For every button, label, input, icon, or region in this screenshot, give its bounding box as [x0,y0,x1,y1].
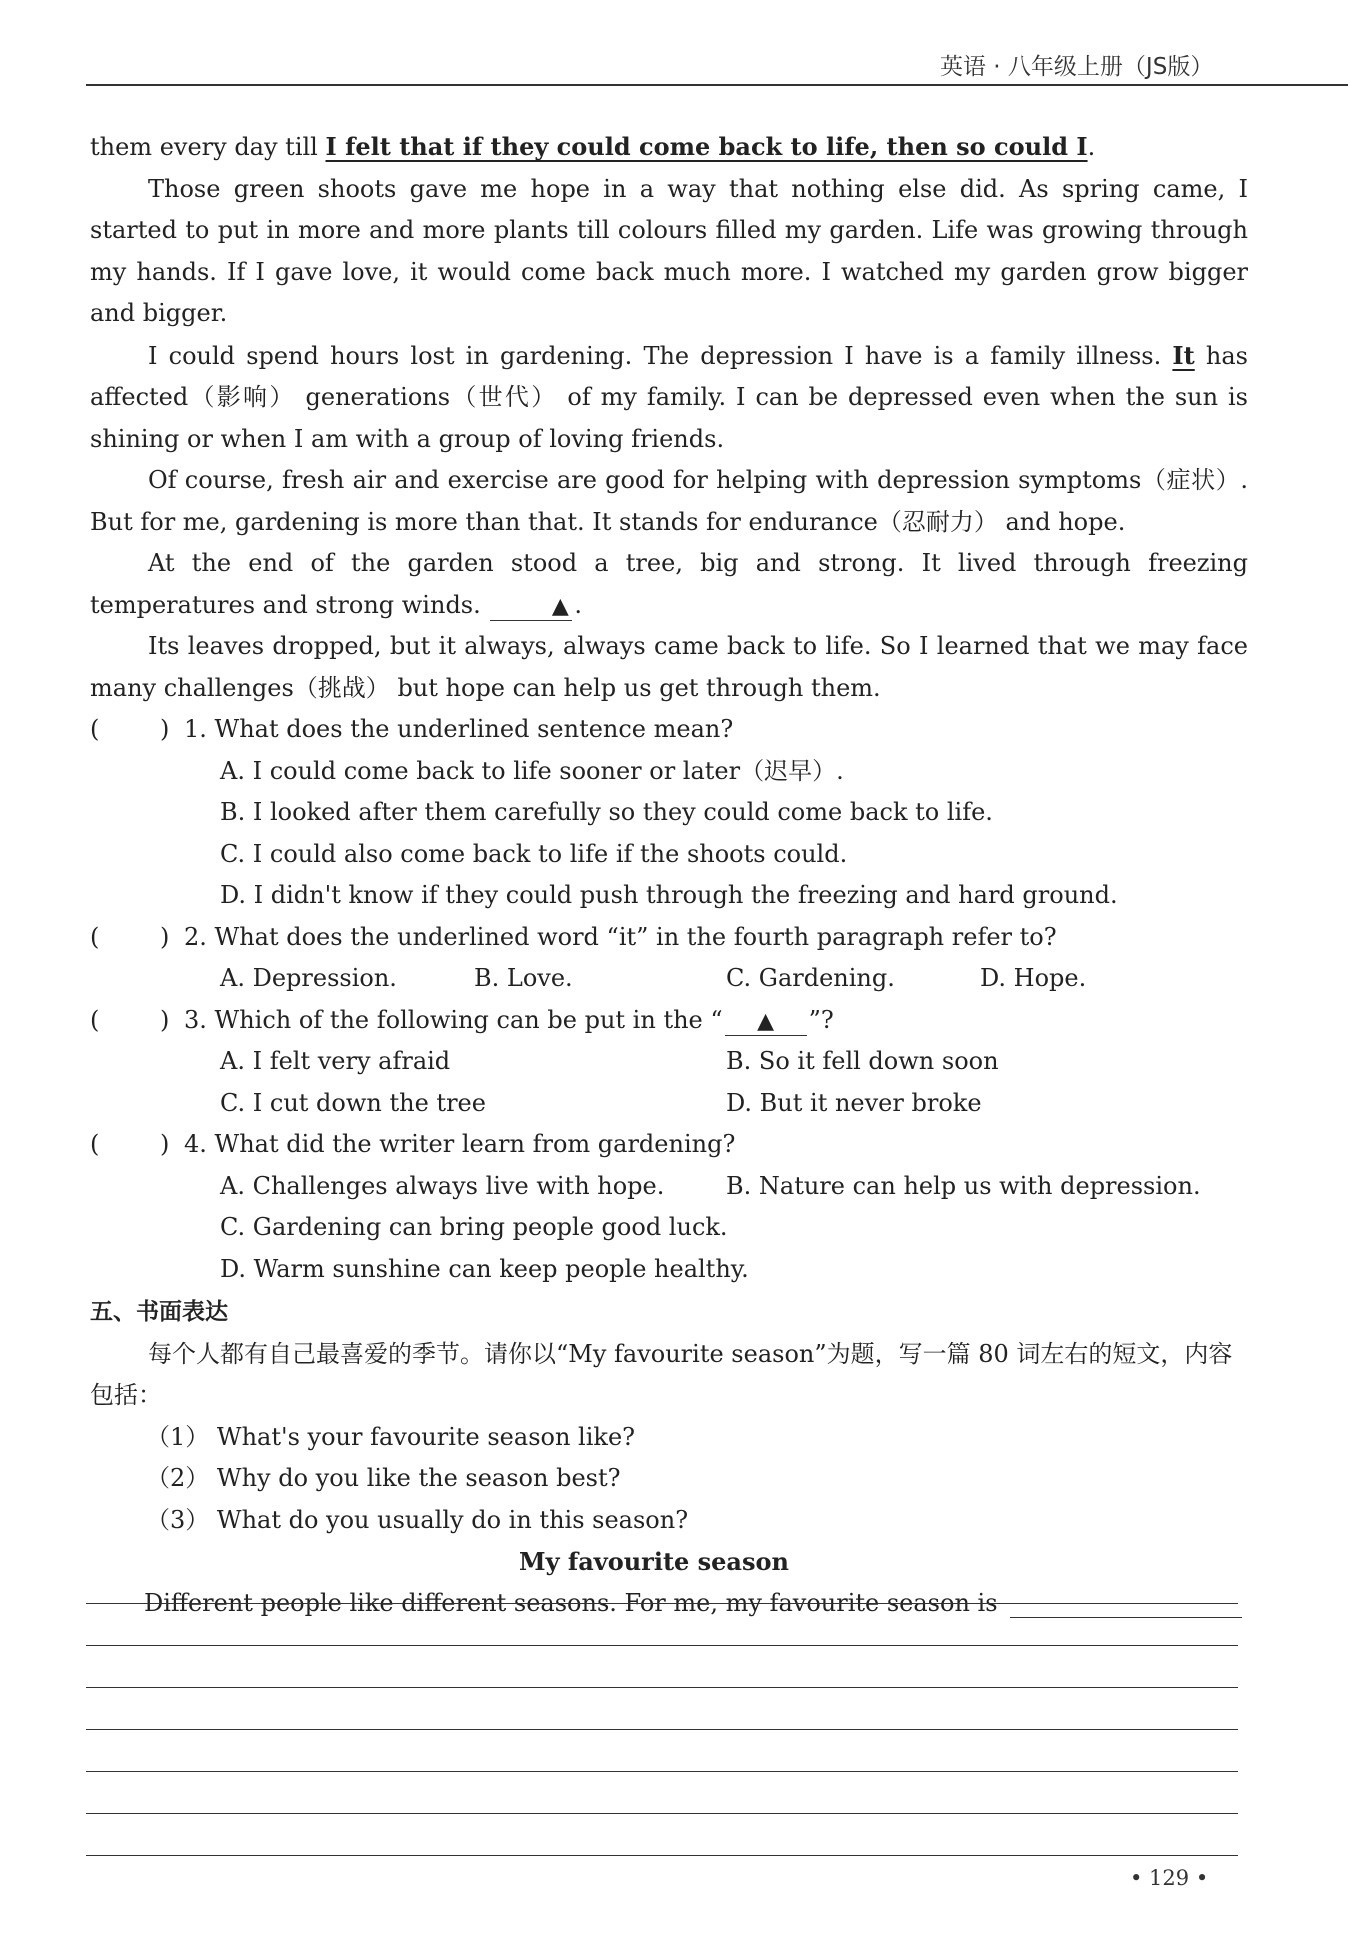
line1-prefix: them every day till [90,133,326,161]
question-4-stem: 4. What did the writer learn from gardening? [184,1130,736,1158]
p5-before: At the end of the garden stood a tree, big and strong. It lived through freezing temperatures and strong winds. [90,549,1248,619]
q2-option-a[interactable]: A. Depression. [220,964,397,992]
writing-line[interactable] [86,1771,1238,1772]
p5-after: . [574,590,583,619]
header-rule [86,84,1348,86]
q4-options-row-1 [90,1166,1248,1208]
passage-paragraph-4: Of course, fresh air and exercise are good for helping with depression symptoms（症状）. But for me, gardening is more than that. It stands for endurance（忍耐力） and hope. [90,466,1248,536]
q3-option-d[interactable]: D. But it never broke [726,1088,982,1117]
page-content [90,126,1248,1624]
writing-line[interactable] [86,1855,1238,1856]
passage-paragraph-5 [90,543,1248,626]
q3-options-row-1 [90,1041,1248,1083]
essay-start-text: Different people like different seasons. For me, my favourite season is [144,1588,998,1617]
passage-paragraph-3 [90,335,1248,461]
answer-paren-close[interactable]: ) [160,1005,170,1034]
writing-point-1: （1） What's your favourite season like? [146,1422,636,1451]
writing-section-title: 五、书面表达 [90,1299,228,1325]
question-2-stem: 2. What does the underlined word “it” in the fourth paragraph refer to? [184,922,1057,951]
q4-option-d[interactable]: D. Warm sunshine can keep people healthy. [220,1254,749,1283]
header-title: 英语 · 八年级上册（JS版） [940,54,1214,80]
q4-option-a[interactable]: A. Challenges always live with hope. [220,1171,665,1200]
question-3-stem-after: ”? [808,1005,834,1034]
writing-line[interactable] [86,1645,1238,1646]
writing-line[interactable] [86,1687,1238,1688]
writing-point-2: （2） Why do you like the season best? [146,1464,621,1492]
writing-line[interactable] [86,1813,1238,1814]
triangle-blank[interactable]: ▲ [490,594,572,621]
answer-paren-open[interactable]: ( [90,922,100,951]
q1-option-b[interactable]: B. I looked after them carefully so they could come back to life. [220,798,993,826]
q2-option-b[interactable]: B. Love. [474,964,573,992]
q4-option-c[interactable]: C. Gardening can bring people good luck. [220,1213,728,1241]
answer-paren-open[interactable]: ( [90,1005,100,1034]
question-3 [90,1000,1248,1042]
essay-first-blank[interactable] [1010,1617,1242,1618]
q2-options [90,958,1248,1000]
q4-option-b[interactable]: B. Nature can help us with depression. [726,1171,1201,1200]
passage-line-1 [90,126,1248,169]
q3-option-c[interactable]: C. I cut down the tree [220,1088,486,1117]
writing-point-3: （3） What do you usually do in this season? [146,1505,689,1534]
passage-paragraph-2: Those green shoots gave me hope in a way that nothing else did. As spring came, I started to put in more and more plants till colours filled my garden. Life was growing through my hands. If I gave love, it would come back much more. I watched my garden grow bigger and bigger. [90,174,1248,327]
passage-paragraph-6: Its leaves dropped, but it always, always came back to life. So I learned that we may face many challenges（挑战） but hope can help us get through them. [90,632,1248,702]
underlined-sentence: I felt that if they could come back to life, then so could I [325,132,1088,161]
q1-option-c[interactable]: C. I could also come back to life if the shoots could. [220,839,848,868]
triangle-blank: ▲ [725,1009,807,1036]
q3-option-a[interactable]: A. I felt very afraid [220,1047,451,1075]
q2-option-d[interactable]: D. Hope. [980,964,1087,992]
writing-line[interactable] [86,1603,1238,1604]
q3-options-row-2 [90,1083,1248,1125]
p3-after: has affected（影响） generations（世代） of my family. I can be depressed even when the sun is shining or when I am with a group of loving friends. [90,341,1248,453]
essay-title: My favourite season [519,1547,789,1576]
writing-line[interactable] [86,1729,1238,1730]
answer-paren-open[interactable]: ( [90,715,100,743]
question-1 [90,709,1248,751]
answer-paren-close[interactable]: ) [160,1130,170,1158]
question-1-stem: 1. What does the underlined sentence mean? [184,715,734,743]
question-4 [90,1124,1248,1166]
question-2 [90,917,1248,959]
answer-paren-close[interactable]: ) [160,715,170,743]
page-number: • 129 • [1130,1866,1209,1890]
underlined-word-it: It [1172,340,1195,370]
line1-suffix: . [1087,133,1096,161]
answer-paren-open[interactable]: ( [90,1130,100,1158]
q3-option-b[interactable]: B. So it fell down soon [726,1047,999,1075]
answer-paren-close[interactable]: ) [160,922,170,951]
q1-option-d[interactable]: D. I didn't know if they could push through the freezing and hard ground. [220,881,1118,909]
q1-option-a[interactable]: A. I could come back to life sooner or later（迟早）. [220,756,844,785]
question-3-stem-before: 3. Which of the following can be put in the “ [184,1005,723,1034]
q2-option-c[interactable]: C. Gardening. [726,964,895,992]
writing-instruction: 每个人都有自己最喜爱的季节。请你以“My favourite season”为题，写一篇 80 词左右的短文，内容包括： [90,1339,1233,1409]
p3-before: I could spend hours lost in gardening. The depression I have is a family illness. [148,341,1173,370]
